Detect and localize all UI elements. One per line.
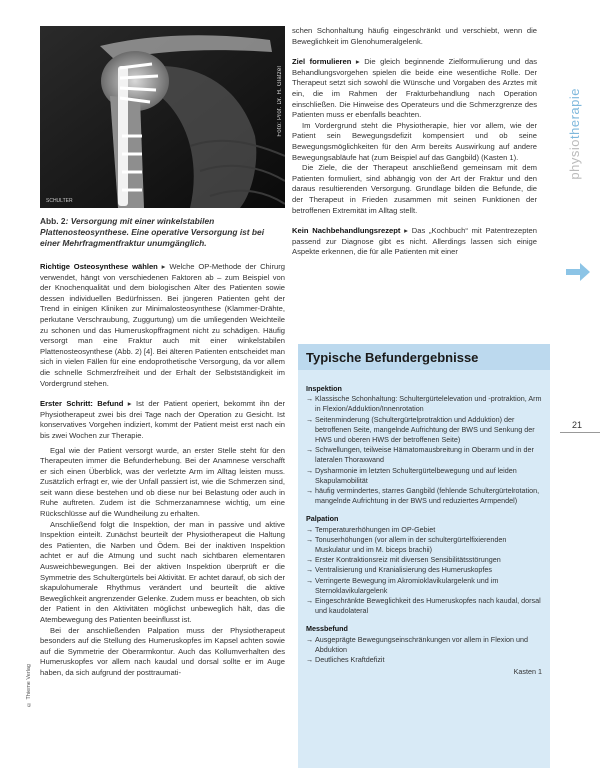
left-paragraph-2 bbox=[40, 399, 285, 441]
list-item: → Klassische Schonhaltung: Schultergürtelelevation und -protraktion, Arm in Flexion/Adduktion/Innenrotation bbox=[306, 394, 542, 414]
heading-nachbehandlung: Kein Nachbehandlungsrezept bbox=[292, 226, 401, 236]
caption-text: Versorgung mit einer winkelstabilen Plattenosteosynthese. Eine operative Versorgung ist bei einer Mehrfragmentfraktur unumgänglich. bbox=[40, 216, 265, 248]
heading-osteosynthese: Richtige Osteosynthese wählen bbox=[40, 262, 158, 271]
page-number: 21 bbox=[572, 420, 583, 430]
box-section-heading: Inspektion bbox=[306, 384, 342, 393]
left-paragraph-1-text: Welche OP-Methode der Chirurg verwendet, hängt von verschiedenen Faktoren ab – zum Beispiel von der Knochenqualität und dem biologischen Alter des Patienten sowie dessen individuellen Bedürfnissen. Bei jüngeren Patienten geht der Trend in einigen Kliniken zur Minimalosteosynthese (Klammer-Drähte, perkutane Verschraubung, Zuggurtung) um die umliegenden Weichteile zu schonen und das Humeruskopffragment nicht zu schädigen. Häufig versorgt man eine Fraktur auch mit einer winkelstabilen Plattenosteosynthese (Abb. 2) [4]. Bei älteren Patienten entscheidet man sich in vielen Fällen für eine endoprothetische Versorgung, da vor allem die schnelle Schmerzfreiheit und der Erhalt der Selbstständigkeit im Vordergrund stehen. bbox=[40, 262, 285, 388]
left-paragraph-4: Anschließend folgt die Inspektion, der man in passive und aktive Inspektion einteilt. Zunächst beurteilt der Physiotherapeut die Haltung des Patienten, die Narben und Ödem. Bei der inaktiven Inspektion achtet er auf die Atmung und sucht nach sichtbaren elementaren Ausweichbewegungen. Bei der aktiven Inspektion überprüft er die Symmetrie des Schultergürtels bei Aktivität. Er achtet darauf, ob sich der skapulohumerale Rhythmus verändert und beurteilt die aktive Beweglichkeit angrenzender Gelenke. Zudem muss er beachten, ob sich der Patient in den Aktivitäten möglichst unbeweglich hält, das die Atembewegung des Patienten beeinflusst ist. bbox=[40, 519, 285, 624]
heading-ziel: Ziel formulieren bbox=[292, 57, 352, 67]
right-paragraph-4 bbox=[292, 226, 537, 258]
arrow-icon: ▸ bbox=[404, 226, 408, 236]
arrow-icon: ▸ bbox=[127, 399, 132, 409]
box-content bbox=[306, 380, 542, 677]
list-item: → Verringerte Bewegung im Akromioklavikulargelenk und im Sternoklavikulargelenk bbox=[306, 576, 542, 596]
right-paragraph-3: Die Ziele, die der Therapeut anschließend gemeinsam mit dem Patienten formuliert, sind abhängig von der Art der Fraktur und den daraus resultierenden Versorgung. Grundlage bilden die Befunde, die der Therapeut in Frieden zusammen mit seinen Funktionen der betroffenen Extremität im Alltag stellt. bbox=[292, 163, 537, 215]
box-section-heading: Messbefund bbox=[306, 624, 348, 634]
xray-marker: SCHULTER bbox=[46, 198, 73, 204]
page-number-rule bbox=[560, 432, 600, 433]
image-credit: Foto: Prof. Dr. H. Glatzel bbox=[277, 66, 283, 137]
list-item: → Temperaturerhöhungen im OP-Gebiet bbox=[306, 525, 542, 535]
box-section-heading: Palpation bbox=[306, 514, 339, 524]
left-paragraph-3: Egal wie der Patient versorgt wurde, an erster Stelle steht für den Therapeuten immer die Befunderhebung. Bei der Anamnese verschafft er sich einen Überblick, was der verletzte Arm im Alltag leisten muss. Zusätzlich erfragt er, wie der Unfall passiert ist, wie die Schmerzen sind, seit wann diese bestehen und ob diese nur bei Belastung oder auch in Ruhe auftreten. Zudem ist die Schmerzanamnese wichtig, um eine Rückschlüsse auf die Wundheilung zu erhalten. bbox=[40, 445, 285, 519]
brand-part-a: physio bbox=[567, 138, 582, 180]
box-list-palpation bbox=[306, 525, 542, 617]
right-paragraph-0: schen Schonhaltung häufig eingeschränkt und verschiebt, wenn die Beweglichkeit im Glenohumeralgelenk. bbox=[292, 26, 537, 46]
right-column bbox=[292, 26, 537, 258]
heading-befund: Erster Schritt: Befund bbox=[40, 399, 124, 409]
list-item: → Tonuserhöhungen (vor allem in der schultergürtelfixierenden Muskulatur und im M. biceps brachii) bbox=[306, 535, 542, 555]
box-footer-label: Kasten 1 bbox=[513, 667, 542, 677]
left-paragraph-2-text: Ist der Patient operiert, bekommt ihn der Physiotherapeut zwei bis drei Tage nach der Operation zu Gesicht. Ist konservatives Vorgehen indiziert, kommt der Patient meist erst nach ein bis zwei Wochen zur Therapie. bbox=[40, 399, 285, 440]
list-item: → Ventralisierung und Kranialisierung des Humeruskopfes bbox=[306, 565, 542, 575]
right-paragraph-1 bbox=[292, 57, 537, 121]
arrow-icon: ▸ bbox=[161, 262, 166, 271]
right-paragraph-2: Im Vordergrund steht die Physiotherapie, hier vor allem, wie der Patient sein Bewegungsdefizit kompensiert und ob seine Bewegungsmöglichkeiten für den Arm bereits Auswirkung auf andere Bewegungsabläufe hat (zum Beispiel auf das Gangbild) (Kasten 1). bbox=[292, 120, 537, 162]
caption-label: Abb. 2 bbox=[40, 216, 66, 226]
list-item: → Ausgeprägte Bewegungseinschränkungen vor allem in Flexion und Abduktion bbox=[306, 635, 542, 655]
box-list-messbefund bbox=[306, 635, 542, 666]
box-title: Typische Befundergebnisse bbox=[298, 344, 550, 370]
list-item: → Erster Kontraktionsreiz mit diversen Sensibilitätsstörungen bbox=[306, 555, 542, 565]
list-item: → Deutliches Kraftdefizit bbox=[306, 655, 542, 665]
left-column bbox=[40, 262, 285, 679]
xray-image bbox=[40, 26, 285, 208]
xray-figure bbox=[40, 26, 285, 208]
left-paragraph-1 bbox=[40, 262, 285, 389]
copyright-note: © Thieme Verlag bbox=[26, 664, 32, 707]
arrow-icon: ▸ bbox=[355, 57, 360, 67]
right-paragraph-4-text: Das „Kochbuch“ mit Patentrezepten passend zur Diagnose gibt es nicht. Allerdings lassen sich einige Aspekte erkennen, die für alle Patienten mit einer bbox=[292, 226, 537, 257]
journal-brand bbox=[567, 88, 582, 180]
list-item: → häufig vermindertes, starres Gangbild (fehlende Schultergürtelrotation, mangelnde Aufrichtung in der BWS und reduziertes Armpendel) bbox=[306, 486, 542, 506]
findings-box bbox=[298, 344, 550, 768]
list-item: → Dysharmonie im letzten Schultergürtelbewegung und auf leiden Skapulamobilität bbox=[306, 466, 542, 486]
list-item: → Eingeschränkte Beweglichkeit des Humeruskopfes nach kaudal, dorsal und kaudolateral bbox=[306, 596, 542, 616]
list-item: → Schwellungen, teilweise Hämatomausbreitung in Oberarm und in der lateralen Thoraxwand bbox=[306, 445, 542, 465]
figure-caption: Abb. 2: Versorgung mit einer winkelstabilen Plattenosteosynthese. Eine operative Versorgung ist bei einer Mehrfragmentfraktur unumgänglich. bbox=[40, 216, 265, 248]
left-paragraph-5: Bei der anschließenden Palpation muss der Physiotherapeut besonders auf die Stellung des Humeruskopfes im Kapsel achten sowie auf die Symmetrie der Oberarmkontur. Auch das Kollumverhalten des Humeruskopfes vor allem nach kaudal und dorsal sollte er im Auge haben, da sich aufgrund der posttraumati- bbox=[40, 625, 285, 677]
list-item: → Seitenminderung (Schultergürtelprotraktion und Adduktion) der betroffenen Seite, mangelnde Aufrichtung der BWS und Senkung der HWS und oberen HWS der betroffenen Seite) bbox=[306, 415, 542, 446]
box-list-inspektion bbox=[306, 394, 542, 506]
continue-arrow-icon bbox=[566, 262, 590, 282]
right-paragraph-1-text: Die gleich beginnende Zielformulierung und das Behandlungsvorgehen spielen die beide eine wesentliche Rolle. Der Therapeut setzt sich sowohl die Wünsche und Vorgaben des Arztes mit ein, die im Rahmen der Frakturbehandlung nach Operation einschließen. Die Hinweise des Operateurs und die Schmerzgrenze des Patienten muss er ebenfalls beachten. bbox=[292, 57, 537, 120]
brand-part-b: therapie bbox=[567, 88, 582, 139]
